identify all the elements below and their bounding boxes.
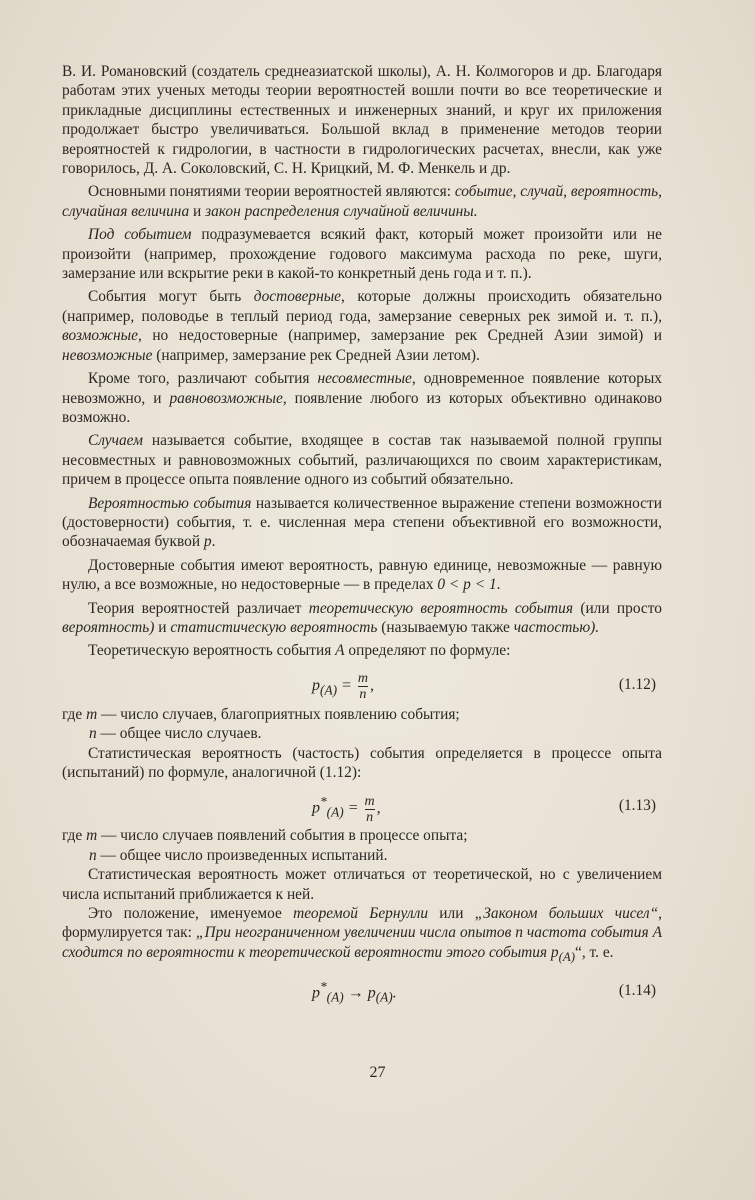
paragraph [62,369,662,427]
fraction [365,794,375,825]
where-line [62,826,662,845]
equals-sign: = [341,676,356,694]
where-line [62,846,662,865]
text-run: , формулируется так: [62,905,662,942]
text-run: определяют по формуле: [344,642,511,660]
formula-superscript: * [320,979,327,995]
italic-run: „Законом больших чисел“ [474,905,659,923]
paragraph [62,287,662,365]
equation-number: (1.12) [618,675,656,693]
text-run: где [62,705,87,723]
page-number: 27 [369,1064,386,1081]
italic-run: теоретическую вероятность события [308,599,573,617]
where-line [62,724,662,743]
equation-number: (1.14) [618,982,656,1000]
paragraph-group [62,62,662,661]
italic-run: вероятность) [62,618,155,636]
formula-expression: $p_{(A)}$ = $\frac{m}{n}$ , [312,670,374,702]
formula-subscript: (A) [326,989,344,1005]
italic-run: p [203,533,212,551]
italic-run: событие, случай, вероятность, случайная величина [62,183,662,220]
paragraph [62,431,662,489]
italic-run: 0 < p < 1 [437,576,497,594]
formula-subscript: (A) [320,682,338,698]
text-run: , одновременное появление которых невозможно, и [62,370,662,407]
italic-run: m [86,827,98,845]
formula-lhs: p [312,676,320,694]
italic-run: (A) [558,949,576,964]
paragraph: Статистическая вероятность (частость) события определяется в процессе опыта (испытаний) по формуле, аналогичной (1.12): [62,744,662,781]
text-run: “, т. е. [575,943,614,961]
text-run: , но недостоверные (например, замерзание рек Средней Азии зимой) и [137,327,662,345]
formula-expression: $p^*_{(A)}$ = $\frac{m}{n}$ , [312,793,381,825]
text-run: Основными понятиями теории вероятностей являются: [88,183,455,201]
fraction [358,671,368,702]
italic-run: невозможные [62,346,153,364]
text-run: . [496,576,501,594]
text-run: . [211,533,216,551]
text-run: — число случаев появлений события в процессе опыта; [97,827,468,845]
text-run: Теория вероятностей различает [88,599,309,617]
paragraph [62,225,662,283]
text-run: — число случаев, благоприятных появлению события; [97,705,460,723]
equals-sign: = [347,799,363,817]
text-run: и [189,202,206,220]
paragraph [62,182,662,221]
text-run: , появление любого из которых объективно одинаково возможно. [62,389,662,426]
text-run: Кроме того, различают события [88,370,318,388]
paragraph-bernoulli [62,904,662,967]
arrow-symbol: → [347,984,364,1002]
formula-subscript: (A) [326,804,344,820]
formula-rhs: p [367,984,376,1002]
text-run: называется событие, входящее в состав так называемой полной группы несовместных и равновозможных событий, различающихся по своим характеристикам, причем в процессе опыта появление одного из событий обязательно. [62,432,662,489]
paragraph [62,62,662,178]
formula-1-12 [62,663,662,703]
italic-run: A [335,642,345,660]
formula-1-14 [62,969,662,1009]
italic-run: Случаем [88,432,143,450]
text-run: называется количественное выражение степени возможности (достоверности) события, т. е. численная мера степени объективной его возможности, обозначаемая буквой [62,494,662,551]
italic-run: „При неограниченном увеличении числа опытов n частота события A сходится по вероятности к теоретической вероятности этого события p [62,924,663,961]
formula-lhs: p [312,799,320,817]
paragraph [62,556,662,595]
italic-run: равновозможные [169,389,283,407]
italic-run: m [86,705,98,723]
paragraph [62,641,662,660]
denominator: n [366,809,374,825]
formula-lhs: p [312,984,320,1002]
italic-run: n [89,725,97,743]
formula-1-13 [62,784,662,824]
formula-subscript: (A) [375,989,393,1005]
text-run: — общее число произведенных испытаний. [96,846,388,864]
text-run: События могут быть [88,288,254,306]
text-run: Достоверные события имеют вероятность, равную единице, невозможные — равную нулю, а все возможные, но недостоверные — в пределах [62,556,662,594]
italic-run: Вероятностью события [88,494,252,512]
text-run: подразумевается всякий факт, который может произойти или не произойти (например, прохождение годового максимума расхода по реке, шуги, замерзание или вскрытие реки в какой-то конкретный день года и т. п.). [62,226,662,283]
italic-run: Под событием [88,226,192,244]
text-run: В. И. Романовский (создатель среднеазиатской школы), А. Н. Колмогоров и др. Благодаря работам этих ученых методы теории вероятностей вошли почти во все теоретические и прикладные дисциплины естественных и инженерных знаний, и круг их приложения продолжает быстро увеличиваться. Большой вклад в применение методов теории вероятностей к гидрологии, в частности в гидрологических расчетах, внесли, как уже говорилось, Д. А. Соколовский, С. Н. Крицкий, М. Ф. Менкель и др. [62,63,662,178]
formula-superscript: * [320,794,327,810]
italic-run: теоремой Бернулли [293,905,429,923]
body-text [62,62,662,1011]
text-run: — общее число случаев. [96,725,262,743]
italic-run: достоверные [253,288,342,306]
text-run: Это положение, именуемое [88,905,294,923]
numerator: m [364,793,375,809]
italic-run: n [89,846,97,864]
text-run: где [62,827,87,845]
paragraph: Статистическая вероятность может отличаться от теоретической, но с увеличением числа испытаний приближается к ней. [62,866,662,903]
where-line [62,705,662,724]
text-run: и [154,618,171,636]
italic-run: возможные [62,327,138,345]
equation-number: (1.13) [618,797,656,815]
italic-run: статистическую вероятность [170,618,378,636]
paragraph [62,599,662,638]
text-run: , которые должны происходить обязательно (например, половодье в теплый период года, замерзание северных рек зимой и. т. п.), [62,288,662,325]
paragraph [62,494,662,552]
italic-run: закон распределения случайной величины. [205,202,478,220]
italic-run: несовместные [317,370,412,388]
text-run: (например, замерзание рек Средней Азии летом). [152,346,480,364]
numerator: m [357,670,368,686]
text-run: Теоретическую вероятность события [88,642,336,660]
formula-expression: $p^*_{(A)} \to p_{(A)}$. [312,979,397,1005]
text-run: или [428,905,475,923]
italic-run: частостью). [513,618,600,636]
text-run: (или просто [573,599,662,617]
text-run: (называемую также [377,618,514,636]
denominator: n [359,686,367,702]
